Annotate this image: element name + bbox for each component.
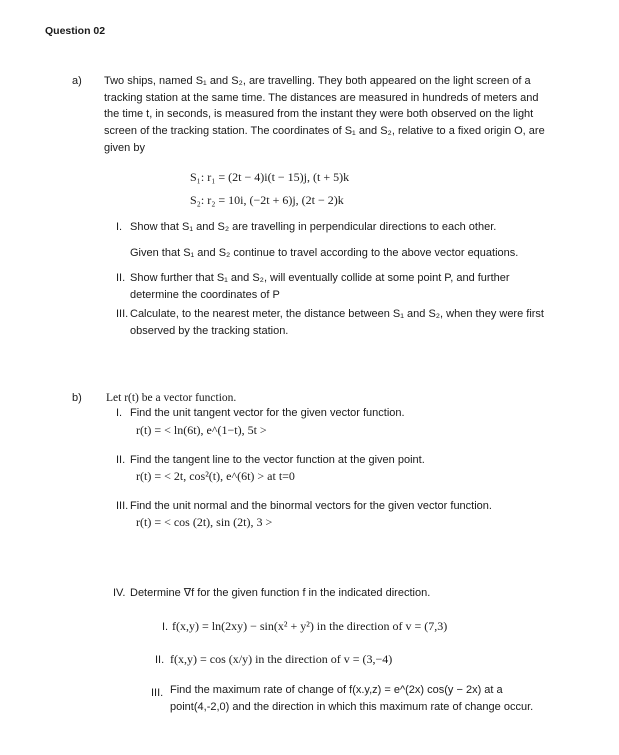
part-b-item-2-eq: r(t) = < 2t, cos²(t), e^(6t) > at t=0 bbox=[136, 469, 295, 483]
part-a-note: Given that S₁ and S₂ continue to travel according to the above vector equations. bbox=[130, 247, 519, 259]
part-a-item-2-num: II. bbox=[116, 272, 126, 284]
part-b-sub-2-text: f(x,y) = cos (x/y) in the direction of v = (3,−4) bbox=[170, 652, 393, 666]
part-b-item-1-text: Find the unit tangent vector for the given vector function. bbox=[130, 407, 405, 419]
part-b-sub-1-text: f(x,y) = ln(2xy) − sin(x² + y²) in the direction of v = (7,3) bbox=[172, 619, 448, 633]
part-a-item-1-text: Show that S₁ and S₂ are travelling in perpendicular directions to each other. bbox=[130, 221, 497, 233]
part-a-item-3-text: Calculate, to the nearest meter, the distance between S₁ and S₂, when they were first observed by the tracking station. bbox=[130, 308, 544, 337]
part-a-intro: Two ships, named S₁ and S₂, are travelling. They both appeared on the light screen of a tracking station at the same time. The distances are measured in hundreds of meters and the time t, in seconds, is measured from the instant they were both observed on the light screen of the tracking station. The coordinates of S₁ and S₂, relative to a fixed origin O, are given by bbox=[104, 75, 545, 154]
part-b-item-4-num: IV. bbox=[113, 587, 126, 599]
part-b-item-3-text: Find the unit normal and the binormal vectors for the given vector function. bbox=[130, 500, 492, 512]
eq2-text: S₂: r₂ = 10i, (−2t + 6)j, (2t − 2)k bbox=[190, 193, 344, 207]
part-b-sub-3-text: Find the maximum rate of change of f(x.y,z) = e^(2x) cos(y − 2x) at a point(4,-2,0) and the direction in which this maximum rate of change occur. bbox=[170, 684, 534, 713]
part-b-sub-2-num: II. bbox=[155, 654, 165, 666]
part-b-sub-3-num: III. bbox=[151, 687, 164, 699]
question-title: Question 02 bbox=[45, 25, 106, 37]
part-b-sub-1-num: I. bbox=[162, 621, 169, 633]
part-a-item-3-num: III. bbox=[116, 308, 129, 320]
part-b-item-3-num: III. bbox=[116, 500, 129, 512]
part-b-item-1-num: I. bbox=[116, 407, 123, 419]
part-b-item-2-num: II. bbox=[116, 454, 126, 466]
part-a-eq2 bbox=[190, 193, 344, 208]
part-b-item-4-text: Determine ∇f for the given function f in the indicated direction. bbox=[130, 587, 431, 599]
part-a-label: a) bbox=[72, 75, 82, 87]
eq1-text: S₁: r₁ = (2t − 4)i(t − 15)j, (t + 5)k bbox=[190, 170, 350, 184]
part-b-item-3-eq: r(t) = < cos (2t), sin (2t), 3 > bbox=[136, 515, 273, 529]
part-b-item-2-text: Find the tangent line to the vector function at the given point. bbox=[130, 454, 425, 466]
part-a-item-2-text: Show further that S₁ and S₂, will eventually collide at some point P, and further determine the coordinates of P bbox=[130, 272, 510, 301]
part-a-item-1-num: I. bbox=[116, 221, 123, 233]
part-b-intro: Let r(t) be a vector function. bbox=[106, 392, 237, 404]
part-b-item-1-eq: r(t) = < ln(6t), e^(1−t), 5t > bbox=[136, 423, 267, 437]
part-a-eq1 bbox=[190, 170, 349, 185]
part-b-label: b) bbox=[72, 392, 82, 404]
